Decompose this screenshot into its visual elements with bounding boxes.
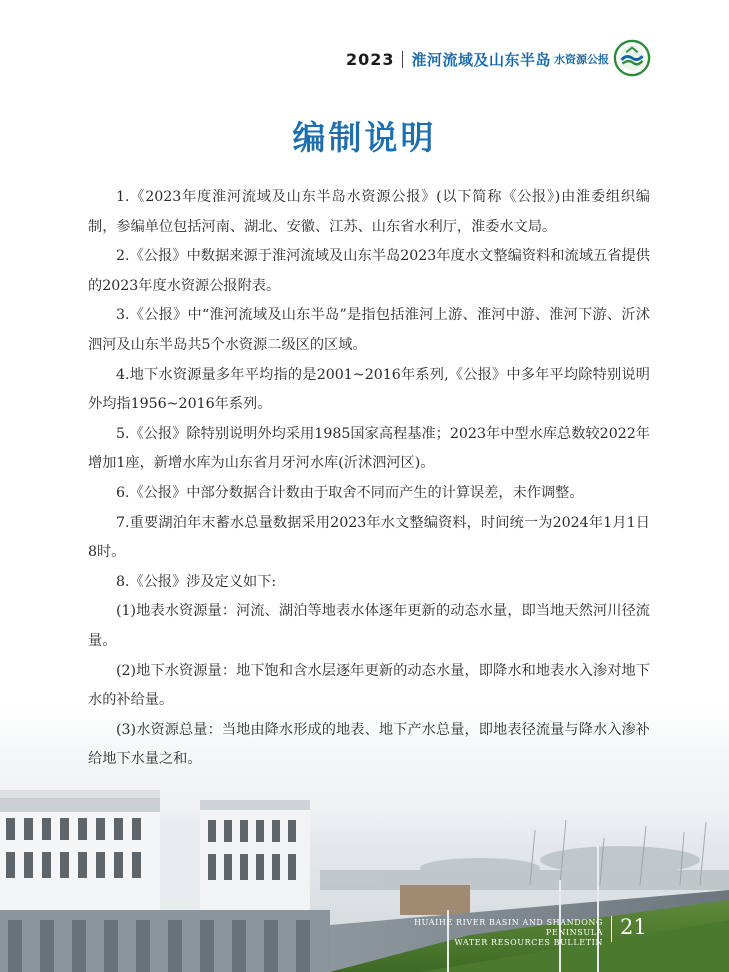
footer-english-line-2: WATER RESOURCES BULLETIN <box>454 938 603 947</box>
paragraph-2: 2.《公报》中数据来源于淮河流域及山东半岛2023年度水文整编资料和流域五省提供的2023年度水资源公报附表。 <box>88 248 650 294</box>
paragraph-3: 3.《公报》中“淮河流域及山东半岛”是指包括淮河上游、淮河中游、淮河下游、沂沭泗河及山东半岛共5个水资源二级区的区域。 <box>88 307 650 353</box>
footer-english-line-1: HUAIHE RIVER BASIN AND SHANDONG PENINSULA <box>414 918 603 937</box>
header-year: 2023 <box>345 49 395 69</box>
header-subtitle: 水资源公报 <box>554 53 609 66</box>
header-title: 淮河流域及山东半岛 <box>411 50 551 69</box>
running-header <box>346 44 609 74</box>
paragraph-8: 8.《公报》涉及定义如下: <box>116 573 277 590</box>
definition-1: (1)地表水资源量：河流、湖泊等地表水体逐年更新的动态水量，即当地天然河川径流量。 <box>88 603 650 649</box>
body-text <box>88 183 650 775</box>
definition-3: (3)水资源总量：当地由降水形成的地表、地下产水总量，即地表径流量与降水入渗补给地下水量之和。 <box>88 721 650 768</box>
definition-2: (2)地下水资源量：地下饱和含水层逐年更新的动态水量，即降水和地表水入渗对地下水的补给量。 <box>88 662 650 709</box>
paragraph-5: 5.《公报》除特别说明外均采用1985国家高程基准；2023年中型水库总数较2022年增加1座，新增水库为山东省月牙河水库(沂沭泗河区)。 <box>88 425 650 472</box>
paragraph-1: 1.《2023年度淮河流域及山东半岛水资源公报》(以下简称《公报》)由淮委组织编制，参编单位包括河南、湖北、安徽、江苏、山东省水利厅，淮委水文局。 <box>88 189 650 235</box>
footer-english-title <box>398 918 603 948</box>
page-title: 编制说明 <box>292 118 437 157</box>
building-scenery <box>0 760 729 972</box>
paragraph-7: 7.重要湖泊年末蓄水总量数据采用2023年水文整编资料，时间统一为2024年1月1日8时。 <box>88 514 650 561</box>
page-number: 21 <box>620 915 647 939</box>
river-basin-emblem-icon <box>613 39 651 77</box>
paragraph-6: 6.《公报》中部分数据合计数由于取舍不同而产生的计算误差，未作调整。 <box>116 484 584 501</box>
header-divider <box>402 51 403 68</box>
paragraph-4: 4.地下水资源量多年平均指的是2001~2016年系列,《公报》中多年平均除特别说明外均指1956~2016年系列。 <box>88 366 650 413</box>
footer-divider <box>611 916 612 942</box>
